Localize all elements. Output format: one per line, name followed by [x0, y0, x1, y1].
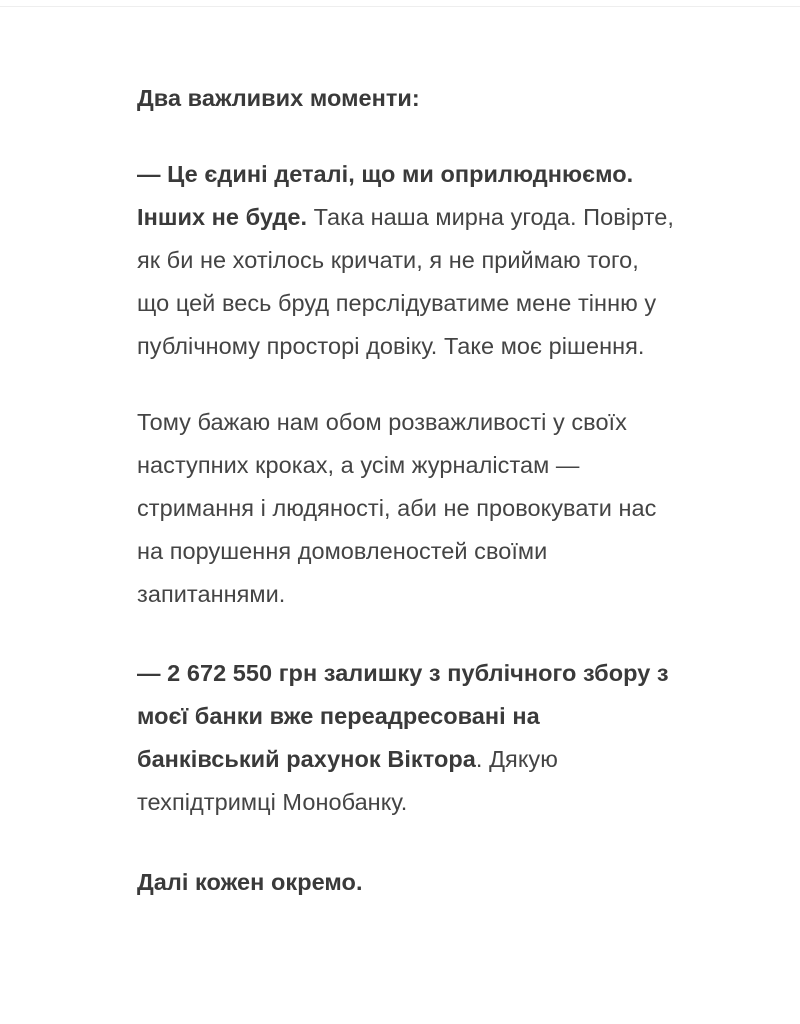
paragraph-wishes: [137, 401, 677, 616]
paragraph-bold-text: — Це єдині деталі, що ми оприлюднюємо. Інших не буде.: [137, 161, 634, 230]
paragraph-funds-transfer: [137, 652, 677, 824]
paragraph-regular-text: . Дякую техпідтримці Монобанку.: [137, 746, 558, 815]
top-divider: [0, 6, 800, 7]
closing-line: Далі кожен окремо.: [137, 869, 363, 895]
paragraph-regular-text: Така наша мирна угода. Повірте, як би не хотілось кричати, я не приймаю того, що цей весь бруд перслідуватиме мене тінню у публічному просторі довіку. Таке моє рішення.: [137, 204, 674, 359]
paragraph-regular-text: Тому бажаю нам обом розважливості у своїх наступних кроках, а усім журналістам — стримання і людяності, аби не провокувати нас на порушення домовленостей своїми запитаннями.: [137, 409, 657, 607]
paragraph-bold-text: — 2 672 550 грн залишку з публічного збору з моєї банки вже переадресовані на банківський рахунок Віктора: [137, 660, 669, 772]
paragraph-agreement: [137, 153, 677, 368]
section-heading: Два важливих моменти:: [137, 85, 420, 111]
document-body: [137, 77, 677, 937]
